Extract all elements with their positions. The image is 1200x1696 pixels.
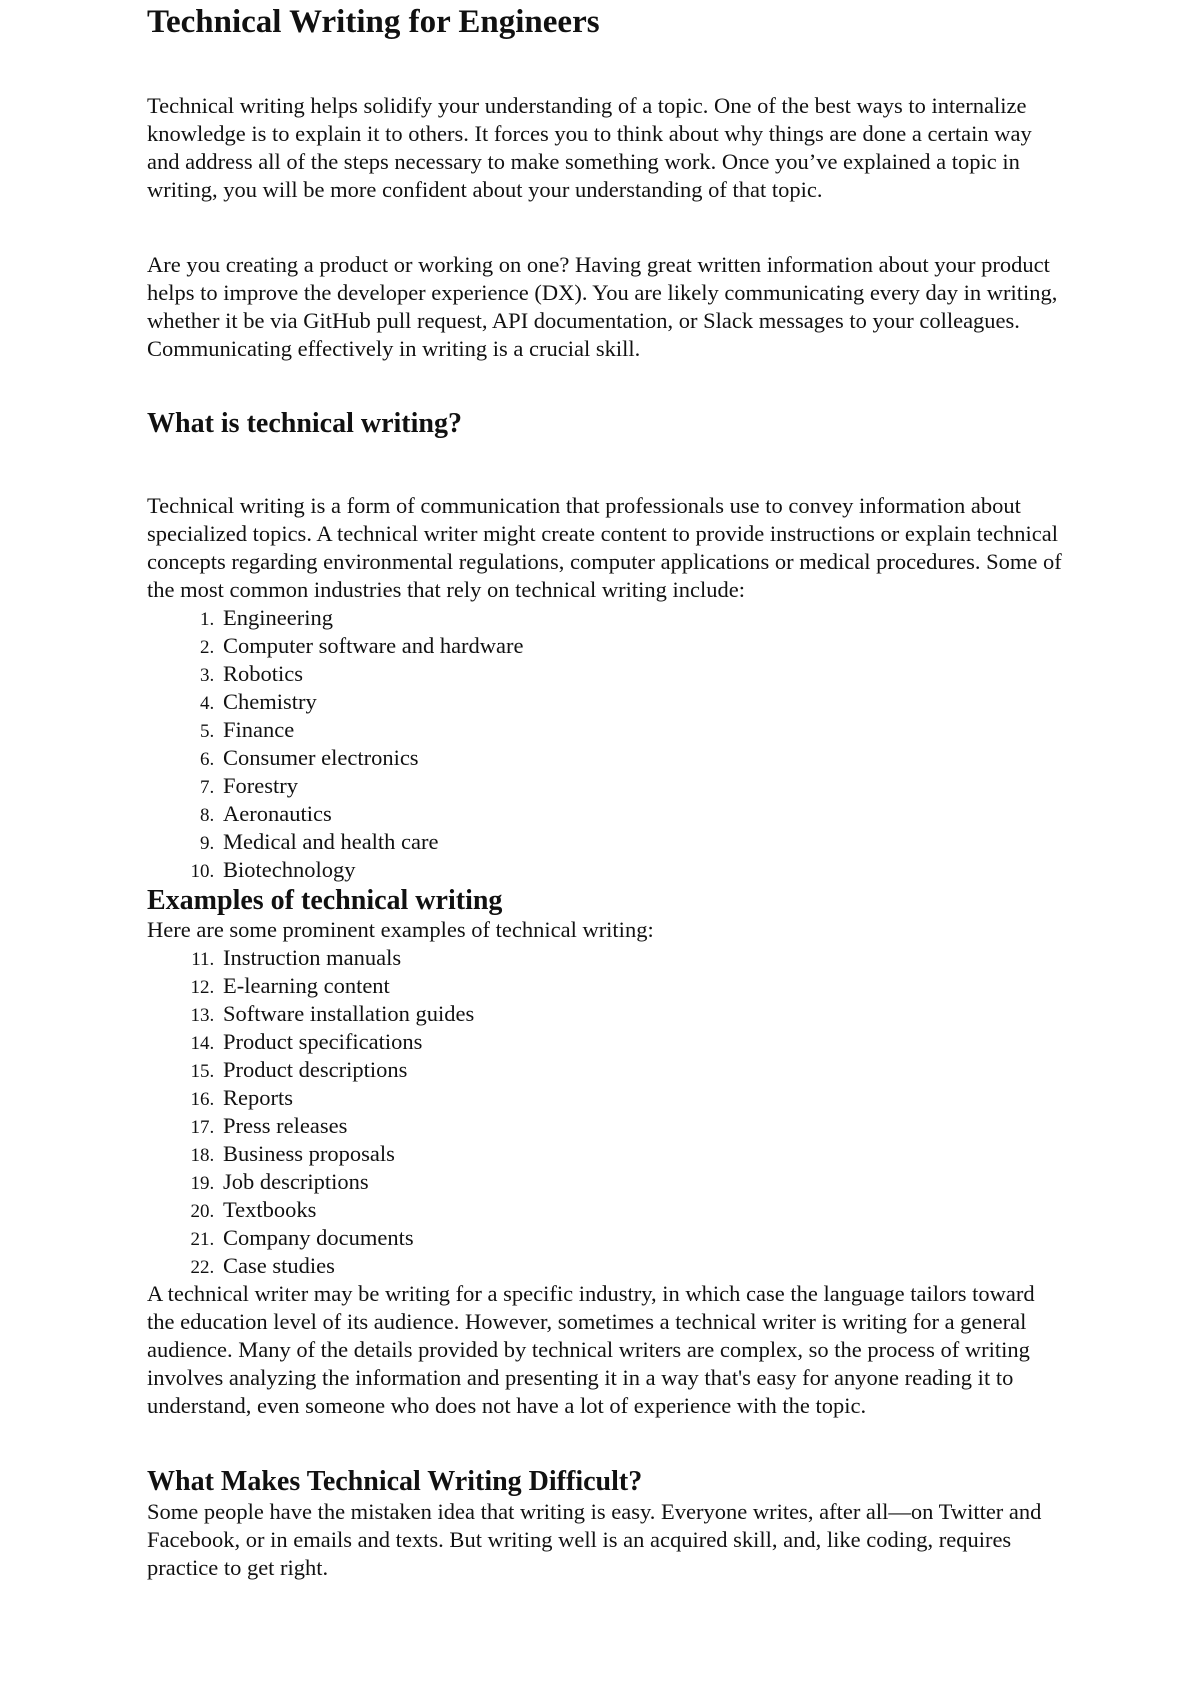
example-list-item: 20. Textbooks [219,1196,1067,1224]
example-list-item: 17. Press releases [219,1112,1067,1140]
what-is-paragraph: Technical writing is a form of communication that professionals use to convey information about specialized topics. A technical writer might create content to provide instructions or explain technical concepts regarding environmental regulations, computer applications or medical procedures. Some of the most common industries that rely on technical writing include: [147,493,1062,602]
example-list-item: 11. Instruction manuals [219,944,1067,972]
example-list-item: 16. Reports [219,1084,1067,1112]
industry-list-item: 1. Engineering [219,604,1067,632]
industries-list [147,604,1067,884]
example-list-item: 19. Job descriptions [219,1168,1067,1196]
industry-list-item: 3. Robotics [219,660,1067,688]
example-list-item: 22. Case studies [219,1252,1067,1280]
industry-list-item: 5. Finance [219,716,1067,744]
difficult-heading: What Makes Technical Writing Difficult? [147,1466,643,1497]
examples-intro: Here are some prominent examples of technical writing: [147,917,654,942]
industry-list-item: 10. Biotechnology [219,856,1067,884]
example-list-item: 18. Business proposals [219,1140,1067,1168]
examples-heading: Examples of technical writing [147,885,503,916]
what-is-heading: What is technical writing? [147,408,462,439]
industry-list-item: 4. Chemistry [219,688,1067,716]
example-list-item: 21. Company documents [219,1224,1067,1252]
example-list-item: 12. E-learning content [219,972,1067,1000]
document-page [147,0,1067,1582]
intro-paragraph-2: Are you creating a product or working on one? Having great written information about your product helps to improve the developer experience (DX). You are likely communicating every day in writing, whether it be via GitHub pull request, API documentation, or Slack messages to your colleagues. Communicating effectively in writing is a crucial skill. [147,252,1058,361]
industry-list-item: 8. Aeronautics [219,800,1067,828]
examples-list [147,944,1067,1280]
example-list-item: 15. Product descriptions [219,1056,1067,1084]
intro-paragraph-1: Technical writing helps solidify your understanding of a topic. One of the best ways to internalize knowledge is to explain it to others. It forces you to think about why things are done a certain way and address all of the steps necessary to make something work. Once you’ve explained a topic in writing, you will be more confident about your understanding of that topic. [147,93,1032,202]
examples-outro: A technical writer may be writing for a specific industry, in which case the language tailors toward the education level of its audience. However, sometimes a technical writer is writing for a general audience. Many of the details provided by technical writers are complex, so the process of writing involves analyzing the information and presenting it in a way that's easy for anyone reading it to understand, even someone who does not have a lot of experience with the topic. [147,1281,1035,1418]
example-list-item: 14. Product specifications [219,1028,1067,1056]
industry-list-item: 7. Forestry [219,772,1067,800]
difficult-paragraph: Some people have the mistaken idea that writing is easy. Everyone writes, after all—on Twitter and Facebook, or in emails and texts. But writing well is an acquired skill, and, like coding, requires practice to get right. [147,1499,1042,1580]
industry-list-item: 6. Consumer electronics [219,744,1067,772]
example-list-item: 13. Software installation guides [219,1000,1067,1028]
industry-list-item: 9. Medical and health care [219,828,1067,856]
document-title: Technical Writing for Engineers [147,4,600,40]
industry-list-item: 2. Computer software and hardware [219,632,1067,660]
